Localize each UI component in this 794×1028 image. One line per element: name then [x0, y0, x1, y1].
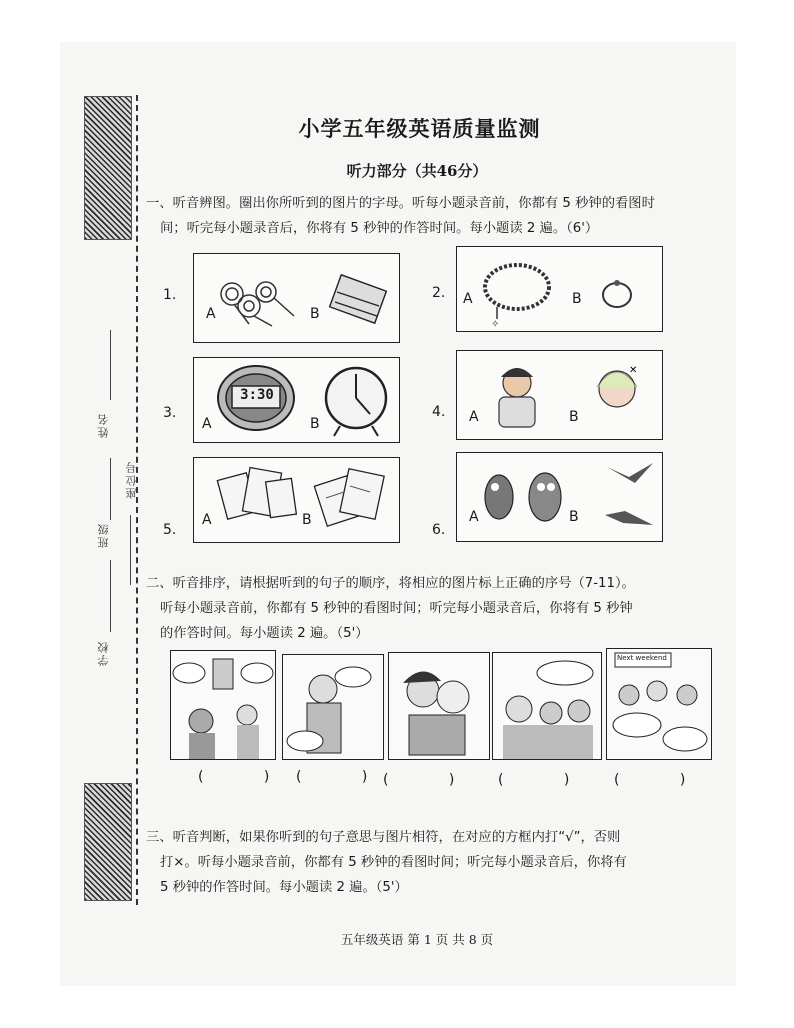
item-2-option-a[interactable]: A	[463, 291, 473, 307]
name-blank-line	[110, 330, 111, 400]
order-picture-5	[606, 648, 712, 760]
order-answer-1[interactable]: ( )	[198, 769, 298, 785]
binding-hatch-bottom	[84, 783, 132, 901]
item-1-option-a[interactable]: A	[206, 306, 216, 322]
section-1-instructions: 一、听音辨图。圈出你所听到的图片的字母。听每小题录音前，你都有 5 秒钟的看图时 间；听完每小题录音后，你将有 5 秒钟的作答时间。每小题读 2 遍。（6'）	[146, 196, 655, 236]
item-1-box	[193, 253, 400, 343]
jewelry-picture	[457, 247, 662, 331]
item-6-box	[456, 452, 663, 542]
name-label: 姓名	[97, 412, 110, 438]
item-5-number: 5.	[163, 522, 177, 538]
order-picture-4	[492, 652, 602, 760]
item-4-option-a[interactable]: A	[469, 409, 479, 425]
item-2-option-b[interactable]: B	[572, 291, 582, 307]
order-answer-2[interactable]: ( )	[296, 769, 396, 785]
item-2-box	[456, 246, 663, 332]
item-6-number: 6.	[432, 522, 446, 538]
page-title: 小学五年级英语质量监测	[298, 116, 541, 141]
order-answer-3[interactable]: ( )	[383, 772, 483, 788]
class-blank-line	[110, 458, 111, 520]
item-2-number: 2.	[432, 285, 446, 301]
lollipop-picture	[194, 254, 399, 342]
school-blank-line	[110, 560, 111, 632]
item-3-option-b[interactable]: B	[310, 416, 320, 432]
order-answer-5[interactable]: ( )	[614, 772, 714, 788]
seat-label: 座位号	[125, 460, 138, 499]
item-5-box	[193, 457, 400, 543]
item-4-box	[456, 350, 663, 440]
item-3-number: 3.	[163, 405, 177, 421]
svg-text:✧: ✧	[491, 319, 500, 330]
item-1-option-b[interactable]: B	[310, 306, 320, 322]
binding-dash-line	[136, 95, 138, 905]
order-answer-4[interactable]: ( )	[498, 772, 598, 788]
item-5-option-b[interactable]: B	[302, 512, 312, 528]
item-3-option-a[interactable]: A	[202, 416, 212, 432]
item-4-option-b[interactable]: B	[569, 409, 579, 425]
item-4-number: 4.	[432, 404, 446, 420]
item-6-option-a[interactable]: A	[469, 509, 479, 525]
section-2-instructions: 二、听音排序，请根据听到的句子的顺序，将相应的图片标上正确的序号（7-11）。 听每小题录音前，你都有 5 秒钟的看图时间；听完每小题录音后，你将有 5 秒钟 的作答时间。每小题读 2 遍。（5'）	[146, 576, 635, 641]
order-picture-2	[282, 654, 384, 760]
papers-picture	[194, 458, 399, 542]
digital-clock-text: 3:30	[240, 387, 274, 403]
animals-picture	[457, 453, 662, 541]
section-3-instructions: 三、听音判断，如果你听到的句子意思与图片相符，在对应的方框内打“√”，否则 打×。听每小题录音前，你都有 5 秒钟的看图时间；听完每小题录音后，你将有 5 秒钟的作答时间。每小题读 2 遍。（5'）	[146, 830, 627, 895]
item-1-number: 1.	[163, 287, 177, 303]
people-picture	[457, 351, 662, 439]
page-footer: 五年级英语 第 1 页 共 8 页	[340, 932, 494, 947]
item-3-box	[193, 357, 400, 443]
clock-picture	[194, 358, 399, 442]
seat-blank-line	[130, 515, 131, 585]
item-5-option-a[interactable]: A	[202, 512, 212, 528]
order-picture-1	[170, 650, 276, 760]
page-subtitle: 听力部分（共46分）	[346, 162, 488, 180]
item-6-option-b[interactable]: B	[569, 509, 579, 525]
next-weekend-sign: Next weekend	[617, 654, 667, 662]
svg-text:✕: ✕	[629, 365, 638, 376]
school-label: 学校	[97, 640, 110, 666]
class-label: 班级	[97, 522, 110, 548]
order-picture-3	[388, 652, 490, 760]
